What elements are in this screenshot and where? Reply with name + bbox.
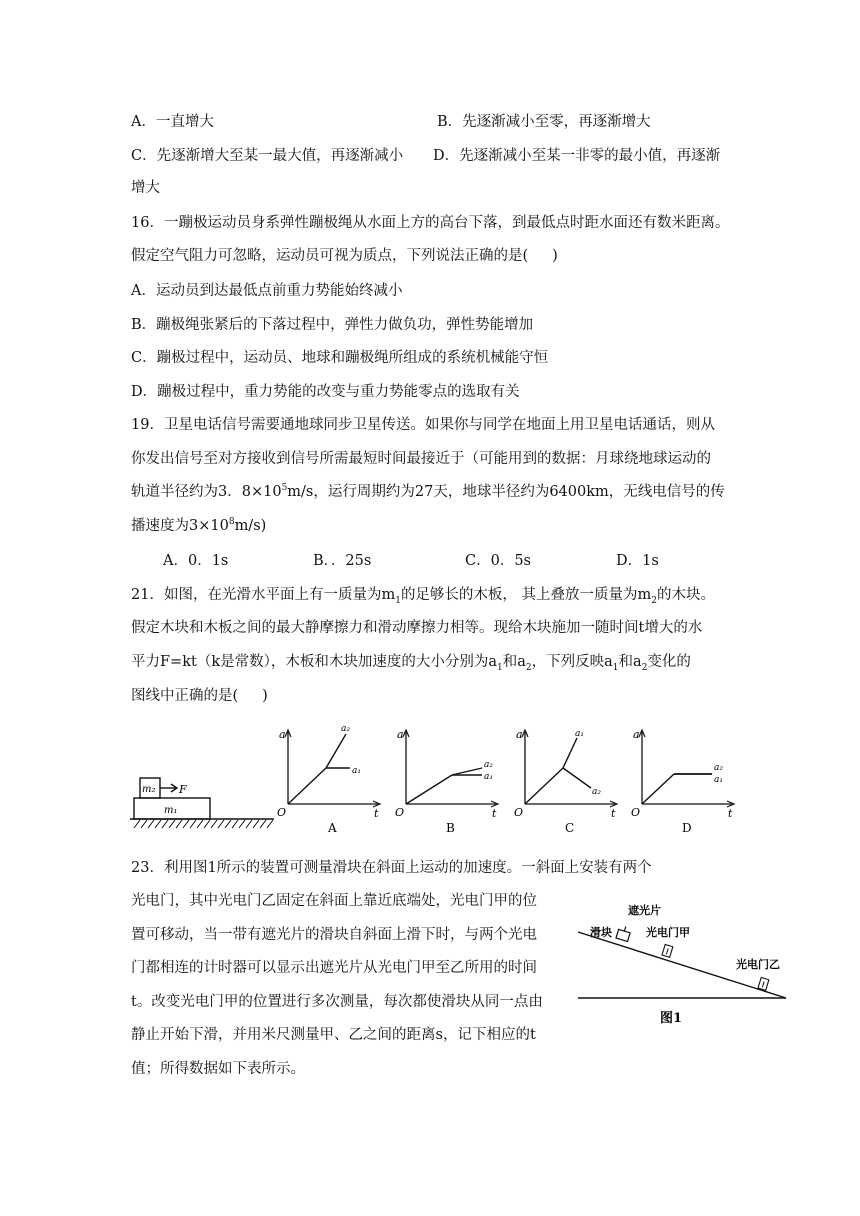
q15-option-d-cont: 增大 (131, 180, 160, 196)
x-axis-label: t (374, 807, 379, 820)
q21-text: 变化的 (647, 654, 691, 670)
y-axis-label: a (397, 728, 404, 741)
lower-line-label: a₁ (352, 766, 361, 776)
graph-option-label: B (446, 821, 455, 835)
q19-text: m/s) (234, 518, 267, 534)
graph-line-upper (563, 738, 577, 768)
subscript: 1 (395, 595, 401, 606)
q19-option-c: C．0．5s (465, 553, 531, 569)
graph-line-lower (563, 768, 591, 788)
q19-option-a: A．0．1s (163, 553, 229, 569)
superscript: 5 (281, 483, 288, 494)
upper-line-label: a₂ (341, 724, 350, 734)
subscript: 2 (651, 595, 658, 606)
q19-text: m/s，运行周期约为27天，地球半径约为6400km，无线电信号的传 (287, 484, 725, 500)
q16-option-d: D．蹦极过程中，重力势能的改变与重力势能零点的选取有关 (131, 384, 520, 400)
ground-hatch (134, 820, 273, 828)
subscript: 1 (612, 662, 619, 673)
q21-stem-line1 (131, 585, 715, 605)
slider-label: 滑块 (590, 926, 612, 939)
shade-piece (624, 926, 625, 931)
q16-stem-line2 (131, 246, 558, 266)
lower-line-label: a₂ (592, 787, 601, 797)
q21-text: 的足够长的木板， 其上叠放一质量为m (400, 587, 652, 603)
y-axis-label: a (279, 728, 286, 741)
q19-text: 播速度为3×10 (131, 518, 229, 534)
x-axis-label: t (611, 807, 616, 820)
q16-option-a: A．运动员到达最低点前重力势能始终减小 (131, 283, 403, 299)
lower-line-label: a₁ (714, 775, 723, 785)
q19-option-d: D．1s (616, 553, 659, 569)
q19-text: 轨道半径约为3．8×10 (131, 484, 282, 500)
graph-line-shared (406, 775, 452, 804)
graph-a (277, 724, 380, 835)
origin-label: O (395, 806, 405, 819)
gate-jia-label: 光电门甲 (646, 926, 690, 939)
q19-stem-line4 (131, 516, 266, 536)
y-axis-label: a (633, 728, 640, 741)
q21-text: 和a (618, 654, 642, 670)
graph-set (277, 724, 734, 835)
q21-text: 和a (502, 654, 526, 670)
origin-label: O (514, 806, 524, 819)
figure-caption: 图1 (660, 1011, 683, 1026)
upper-line-label: a₁ (575, 729, 584, 739)
gate-yi-label: 光电门乙 (736, 958, 780, 971)
gate-yi (758, 977, 769, 990)
lower-line-label: a₁ (484, 772, 493, 782)
graph-option-label: D (682, 821, 692, 835)
q21-stem-line2: 假定木块和木板之间的最大静摩擦力和滑动摩擦力相等。现给木块施加一随时间t增大的水 (131, 620, 703, 636)
graph-b (395, 728, 498, 835)
graph-line-shared (288, 768, 326, 804)
superscript: 8 (228, 517, 235, 528)
q19-stem-line1: 19．卫星电话信号需要通地球同步卫星传送。如果你与同学在地面上用卫星电话通话，则从 (131, 417, 715, 433)
graph-line-upper (452, 768, 482, 775)
x-axis-label: t (728, 807, 733, 820)
q19-stem-line2: 你发出信号至对方接收到信号所需最短时间最接近于（可能用到的数据：月球绕地球运动的 (131, 451, 711, 467)
graph-line-upper (326, 734, 346, 768)
subscript: 2 (641, 662, 648, 673)
graph-line-shared (525, 768, 563, 804)
q21-text: 的木块。 (657, 587, 716, 603)
q21-text: 21．如图，在光滑水平面上有一质量为m (131, 587, 396, 603)
subscript: 1 (497, 662, 503, 673)
q16-option-c: C．蹦极过程中，运动员、地球和蹦极绳所组成的系统机械能守恒 (131, 350, 549, 366)
q21-paren-close: ) (262, 688, 268, 704)
origin-label: O (277, 806, 287, 819)
force-label: F (179, 783, 187, 796)
q21-stem-line3 (131, 652, 691, 672)
q16-stem-line1: 16．一蹦极运动员身系弹性蹦极绳从水面上方的高台下落，到最低点时距水面还有数米距离。 (131, 215, 730, 231)
q21-text: 图线中正确的是( (131, 688, 239, 704)
q23-stem-line7: 值；所得数据如下表所示。 (131, 1061, 305, 1077)
graph-d (631, 728, 734, 835)
q16-paren-close: ) (552, 248, 558, 264)
block-bottom-label: m₁ (164, 805, 178, 816)
upper-line-label: a₂ (484, 760, 493, 770)
q23-stem-line5: t。改变光电门甲的位置进行多次测量，每次都使滑块从同一点由 (131, 994, 543, 1010)
shade-label: 遮光片 (628, 904, 661, 917)
subscript: 2 (525, 662, 532, 673)
q19-stem-line3 (131, 482, 725, 502)
graph-c (514, 728, 617, 835)
q23-figure (576, 900, 790, 1028)
graph-option-label: C (565, 821, 575, 835)
q15-option-b: B．先逐渐减小至零，再逐渐增大 (437, 114, 651, 130)
q21-text: ，下列反映a (531, 654, 613, 670)
x-axis-label: t (492, 807, 497, 820)
q23-stem-line6: 静止开始下滑，并用米尺测量甲、乙之间的距离s，记下相应的t (131, 1027, 536, 1043)
q21-stem-line4 (131, 686, 268, 706)
q23-stem-line3: 置可移动，当一带有遮光片的滑块自斜面上滑下时，与两个光电 (131, 927, 537, 943)
block-top-label: m₂ (142, 784, 156, 795)
q16-option-b: B．蹦极绳张紧后的下落过程中，弹性力做负功，弹性势能增加 (131, 317, 534, 333)
q19-option-b: B．．25s (313, 553, 372, 569)
y-axis-label: a (516, 728, 523, 741)
graph-option-label: A (328, 821, 337, 835)
graph-line-shared (642, 774, 674, 804)
q15-option-a: A．一直增大 (131, 114, 214, 130)
q23-stem-line1: 23．利用图1所示的装置可测量滑块在斜面上运动的加速度。一斜面上安装有两个 (131, 860, 652, 876)
slider-block (616, 925, 632, 942)
q16-stem-text: 假定空气阻力可忽略，运动员可视为质点，下列说法正确的是( (131, 248, 529, 264)
q23-stem-line4: 门都相连的计时器可以显示出遮光片从光电门甲至乙所用的时间 (131, 960, 537, 976)
q21-text: 平力F=kt（k是常数），木板和木块加速度的大小分别为a (131, 654, 498, 670)
q15-option-c: C．先逐渐增大至某一最大值，再逐渐减小 (131, 148, 404, 164)
q23-stem-line2: 光电门，其中光电门乙固定在斜面上靠近底端处，光电门甲的位 (131, 893, 537, 909)
gate-jia (662, 944, 673, 957)
origin-label: O (631, 806, 641, 819)
upper-line-label: a₂ (714, 763, 723, 773)
q15-option-d: D．先逐渐减小至某一非零的最小值，再逐渐 (433, 148, 721, 164)
q21-figure (128, 722, 733, 838)
